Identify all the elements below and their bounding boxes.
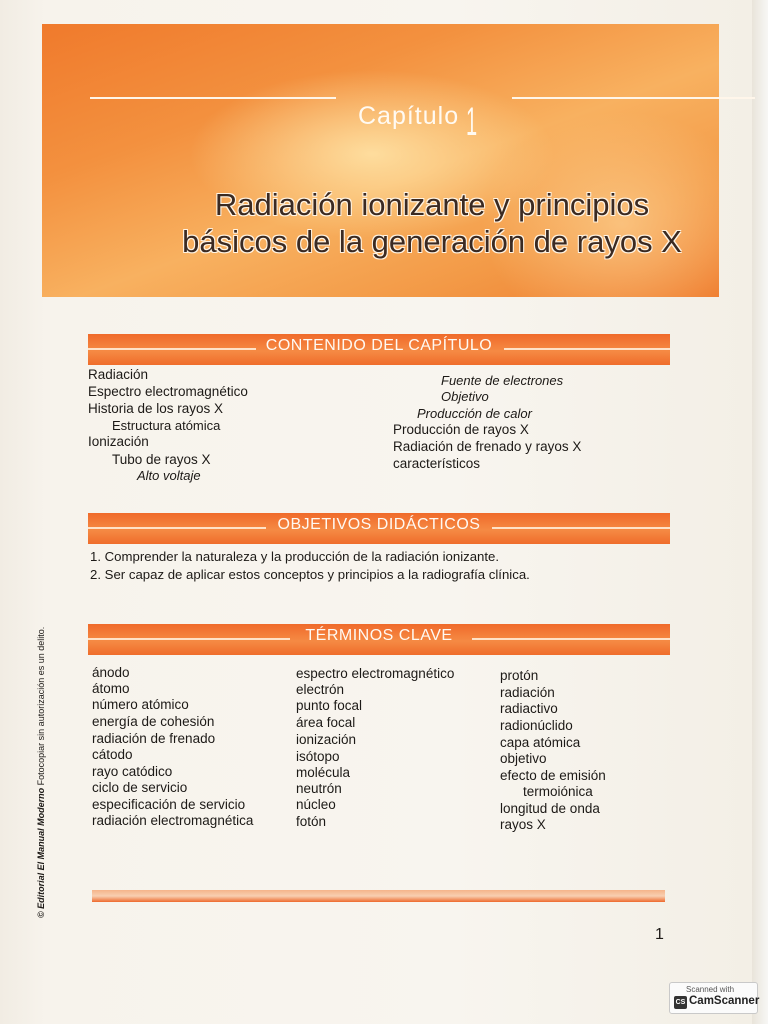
camscanner-name: CamScanner [689, 995, 760, 1007]
contents-subsubitem: Fuente de electrones [441, 373, 564, 388]
contents-subsubitem: Alto voltaje [137, 468, 201, 483]
key-term: radiación de frenado [92, 731, 216, 746]
chapter-title-line-1: Radiación ionizante y principios [214, 187, 650, 222]
objectives-heading: OBJETIVOS DIDÁCTICOS [277, 516, 481, 533]
chapter-number: 1 [466, 100, 478, 144]
key-term: radiación [500, 685, 555, 700]
footer-bar [92, 890, 665, 902]
copyright-notice [36, 627, 46, 918]
key-term-continued: termoiónica [523, 784, 593, 799]
contents-subitem: Estructura atómica [112, 418, 221, 433]
publisher-name: © Editorial El Manual Moderno [36, 787, 46, 918]
objective-item: 1. Comprender la naturaleza y la producción de la radiación ionizante. [90, 549, 500, 564]
objectives-heading-bar [88, 513, 670, 544]
key-term: cátodo [92, 747, 133, 762]
contents-item: Ionización [88, 434, 149, 449]
contents-subitem: Tubo de rayos X [112, 452, 211, 467]
key-term: ánodo [92, 665, 130, 680]
key-term: isótopo [296, 749, 340, 764]
key-term: efecto de emisión [500, 768, 606, 783]
contents-item: característicos [393, 456, 481, 471]
key-term: molécula [296, 765, 351, 780]
chapter-title [122, 186, 742, 260]
contents-subitem: Producción de calor [417, 406, 532, 421]
key-term: neutrón [296, 781, 342, 796]
key-term: número atómico [92, 697, 189, 712]
contents-heading: CONTENIDO DEL CAPÍTULO [265, 337, 493, 354]
chapter-label: Capítulo [358, 102, 460, 130]
key-term: ciclo de servicio [92, 780, 188, 795]
key-term: espectro electromagnético [296, 666, 455, 681]
objective-item: 2. Ser capaz de aplicar estos conceptos y principios a la radiografía clínica. [90, 567, 530, 582]
contents-subsubitem: Objetivo [441, 389, 489, 404]
key-term: núcleo [296, 797, 336, 812]
key-term: objetivo [500, 751, 547, 766]
scanned-with-label: Scanned with [686, 985, 735, 994]
chapter-rule-left [90, 97, 336, 99]
key-term: ionización [296, 732, 357, 747]
contents-item: Espectro electromagnético [88, 384, 248, 399]
page-number: 1 [655, 926, 664, 943]
key-term: especificación de servicio [92, 797, 246, 812]
chapter-title-line-2: básicos de la generación de rayos X [182, 224, 682, 259]
contents-item: Producción de rayos X [393, 422, 529, 437]
key-term: punto focal [296, 698, 363, 713]
key-term: radiación electromagnética [92, 813, 254, 828]
key-terms-heading-bar [88, 624, 670, 655]
chapter-rule-right [512, 97, 755, 99]
copy-warning: Fotocopiar sin autorización es un delito. [36, 626, 46, 786]
contents-item: Radiación de frenado y rayos X [393, 439, 582, 454]
key-term: fotón [296, 814, 327, 829]
contents-item: Historia de los rayos X [88, 401, 224, 416]
key-term: capa atómica [500, 735, 581, 750]
key-term: radiactivo [500, 701, 558, 716]
key-term: rayo catódico [92, 764, 173, 779]
page-edge [752, 0, 768, 1024]
scanner-watermark [669, 982, 758, 1014]
contents-heading-bar [88, 334, 670, 365]
key-term: rayos X [500, 817, 546, 832]
contents-item: Radiación [88, 367, 149, 382]
key-terms-heading: TÉRMINOS CLAVE [305, 627, 453, 644]
key-term: área focal [296, 715, 356, 730]
key-term: energía de cohesión [92, 714, 215, 729]
key-term: longitud de onda [500, 801, 600, 816]
chapter-banner [42, 24, 719, 297]
key-term: electrón [296, 682, 345, 697]
key-term: protón [500, 668, 539, 683]
key-term: átomo [92, 681, 130, 696]
key-term: radionúclido [500, 718, 573, 733]
camscanner-logo-icon: CS [674, 996, 687, 1009]
